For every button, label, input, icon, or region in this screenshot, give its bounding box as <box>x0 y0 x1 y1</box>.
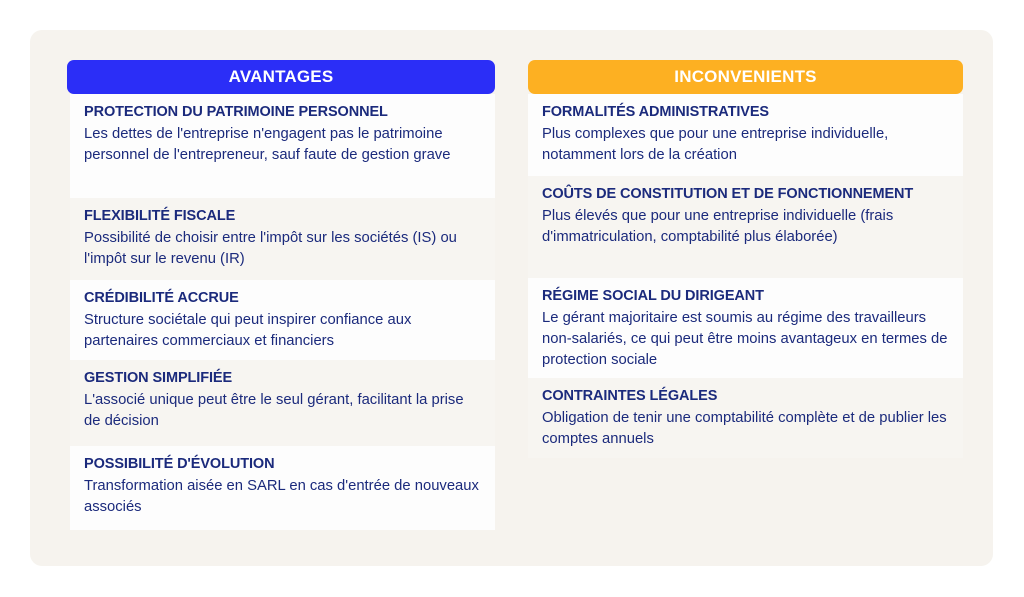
item-title: PROTECTION DU PATRIMOINE PERSONNEL <box>84 104 388 120</box>
item-body: Transformation aisée en SARL en cas d'entrée de nouveaux associés <box>84 478 479 515</box>
item-body: Plus élevés que pour une entreprise individuelle (frais d'immatriculation, comptabilité plus élaborée) <box>542 208 894 245</box>
item-body: L'associé unique peut être le seul gérant, facilitant la prise de décision <box>84 392 464 429</box>
item-title: FLEXIBILITÉ FISCALE <box>84 208 236 224</box>
item-body: Obligation de tenir une comptabilité complète et de publier les comptes annuels <box>542 410 947 447</box>
inconvenients-item <box>528 278 963 378</box>
item-body: Structure sociétale qui peut inspirer confiance aux partenaires commerciaux et financiers <box>84 312 412 349</box>
item-title: GESTION SIMPLIFIÉE <box>84 370 233 386</box>
avantages-item <box>70 446 495 530</box>
item-title: FORMALITÉS ADMINISTRATIVES <box>542 104 769 120</box>
avantages-item <box>70 198 495 280</box>
inconvenients-column <box>528 60 963 458</box>
item-title: CRÉDIBILITÉ ACCRUE <box>84 290 239 306</box>
item-body: Possibilité de choisir entre l'impôt sur les sociétés (IS) ou l'impôt sur le revenu (IR) <box>84 230 457 267</box>
inconvenients-item <box>528 378 963 458</box>
item-title: CONTRAINTES LÉGALES <box>542 388 718 404</box>
item-body: Plus complexes que pour une entreprise individuelle, notamment lors de la création <box>542 126 889 163</box>
item-title: RÉGIME SOCIAL DU DIRIGEANT <box>542 288 764 304</box>
inconvenients-item <box>528 94 963 176</box>
item-title: COÛTS DE CONSTITUTION ET DE FONCTIONNEMENT <box>542 186 914 202</box>
avantages-item <box>70 94 495 198</box>
inconvenients-header: INCONVENIENTS <box>528 60 963 94</box>
avantages-item <box>70 280 495 360</box>
avantages-item <box>70 360 495 446</box>
item-title: POSSIBILITÉ D'ÉVOLUTION <box>84 456 275 472</box>
inconvenients-item <box>528 176 963 278</box>
item-body: Le gérant majoritaire est soumis au régime des travailleurs non-salariés, ce qui peut être moins avantageux en termes de protection sociale <box>542 310 948 368</box>
avantages-header: AVANTAGES <box>67 60 495 94</box>
item-body: Les dettes de l'entreprise n'engagent pas le patrimoine personnel de l'entrepreneur, sauf faute de gestion grave <box>84 126 451 163</box>
avantages-column <box>67 60 495 530</box>
